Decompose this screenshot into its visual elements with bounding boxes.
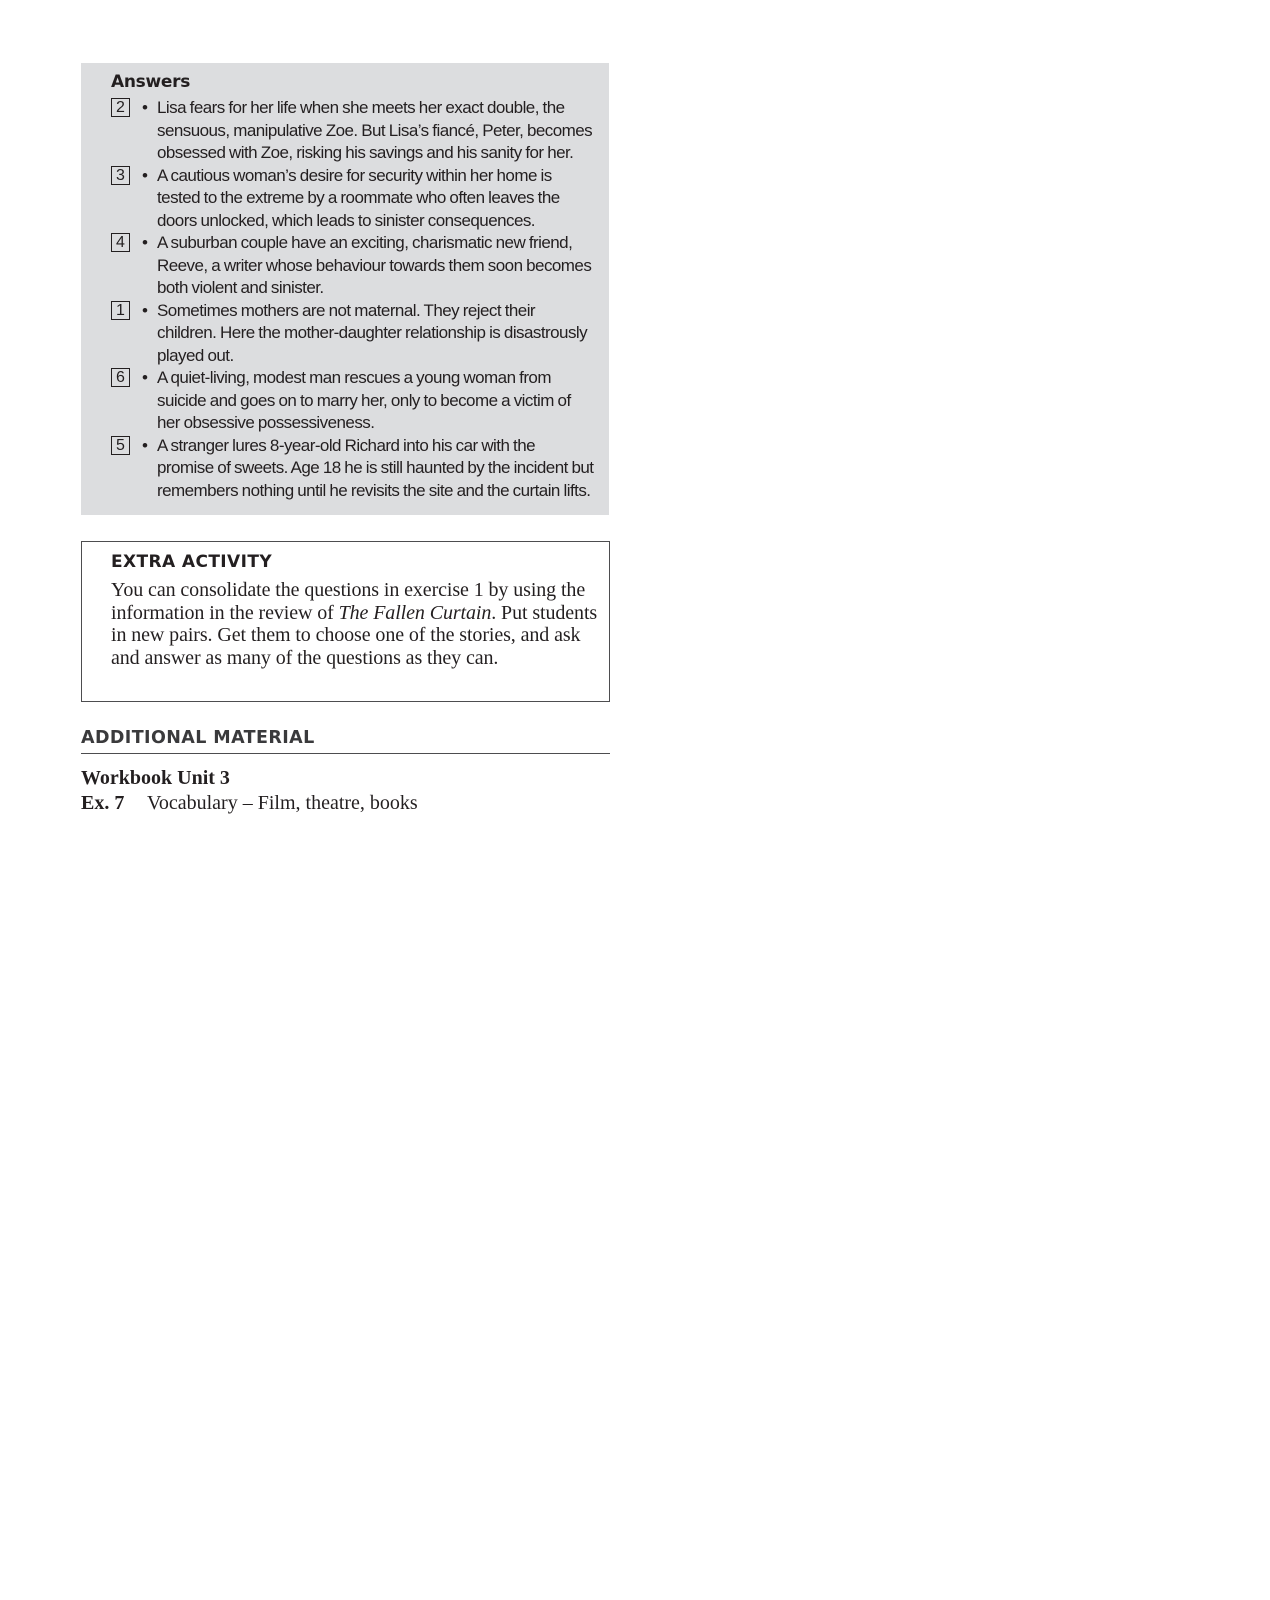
bullet-icon: • — [142, 368, 148, 387]
answer-number-box: 1 — [111, 301, 130, 320]
workbook-title: Workbook Unit 3 — [81, 767, 230, 789]
bullet-icon: • — [142, 435, 148, 455]
answers-box — [81, 63, 609, 515]
answer-item — [111, 97, 595, 165]
answer-number-box: 2 — [111, 98, 130, 117]
review-title: The Fallen Curtain — [338, 601, 492, 624]
additional-material-heading: ADDITIONAL MATERIAL — [81, 726, 610, 754]
exercise-ref: Ex. 7 — [81, 792, 125, 814]
bullet-icon: • — [142, 233, 148, 252]
answer-text: A stranger lures 8-year-old Richard into his car with the promise of sweets. Age 18 he is still haunted by the incident but remembers nothing until he revisits the site and the curtain lifts. — [157, 435, 594, 500]
answer-text: Lisa fears for her life when she meets her exact double, the sensuous, manipulative Zoe. But Lisa’s fiancé, Peter, becomes obsessed with Zoe, risking his savings and his sanity for her. — [157, 98, 593, 162]
bullet-icon: • — [142, 165, 148, 185]
extra-activity-text — [111, 579, 599, 669]
extra-activity-box — [81, 541, 610, 702]
extra-activity-text-before: You can consolidate the questions in exercise 1 by using the information in the review of — [111, 579, 586, 624]
extra-activity-text-after: . Put students in new pairs. Get them to choose one of the stories, and ask and answer as many of the questions as they can. — [111, 601, 598, 669]
answer-item — [111, 435, 595, 503]
answer-item — [111, 300, 595, 368]
answer-number-box: 6 — [111, 368, 130, 387]
answer-item — [111, 165, 595, 233]
answer-text: Sometimes mothers are not maternal. They reject their children. Here the mother-daughter relationship is disastrously played out. — [157, 300, 588, 365]
answer-number-box: 5 — [111, 436, 130, 455]
bullet-icon: • — [142, 300, 148, 320]
extra-activity-heading: EXTRA ACTIVITY — [111, 552, 273, 572]
bullet-icon: • — [142, 98, 148, 117]
exercise-row — [81, 791, 418, 815]
answer-item — [111, 232, 595, 300]
exercise-desc: Vocabulary – Film, theatre, books — [147, 792, 418, 814]
answer-text: A suburban couple have an exciting, charismatic new friend, Reeve, a writer whose behaviour towards them soon becomes both violent and sinister. — [157, 233, 592, 297]
answer-text: A quiet-living, modest man rescues a young woman from suicide and goes on to marry her, only to become a victim of her obsessive possessiveness. — [157, 368, 571, 432]
answers-list — [111, 97, 595, 502]
answer-text: A cautious woman’s desire for security within her home is tested to the extreme by a roommate who often leaves the doors unlocked, which leads to sinister consequences. — [157, 165, 560, 230]
answer-item — [111, 367, 595, 435]
answer-number-box: 4 — [111, 233, 130, 252]
answer-number-box: 3 — [111, 166, 130, 185]
answers-heading: Answers — [111, 72, 191, 92]
